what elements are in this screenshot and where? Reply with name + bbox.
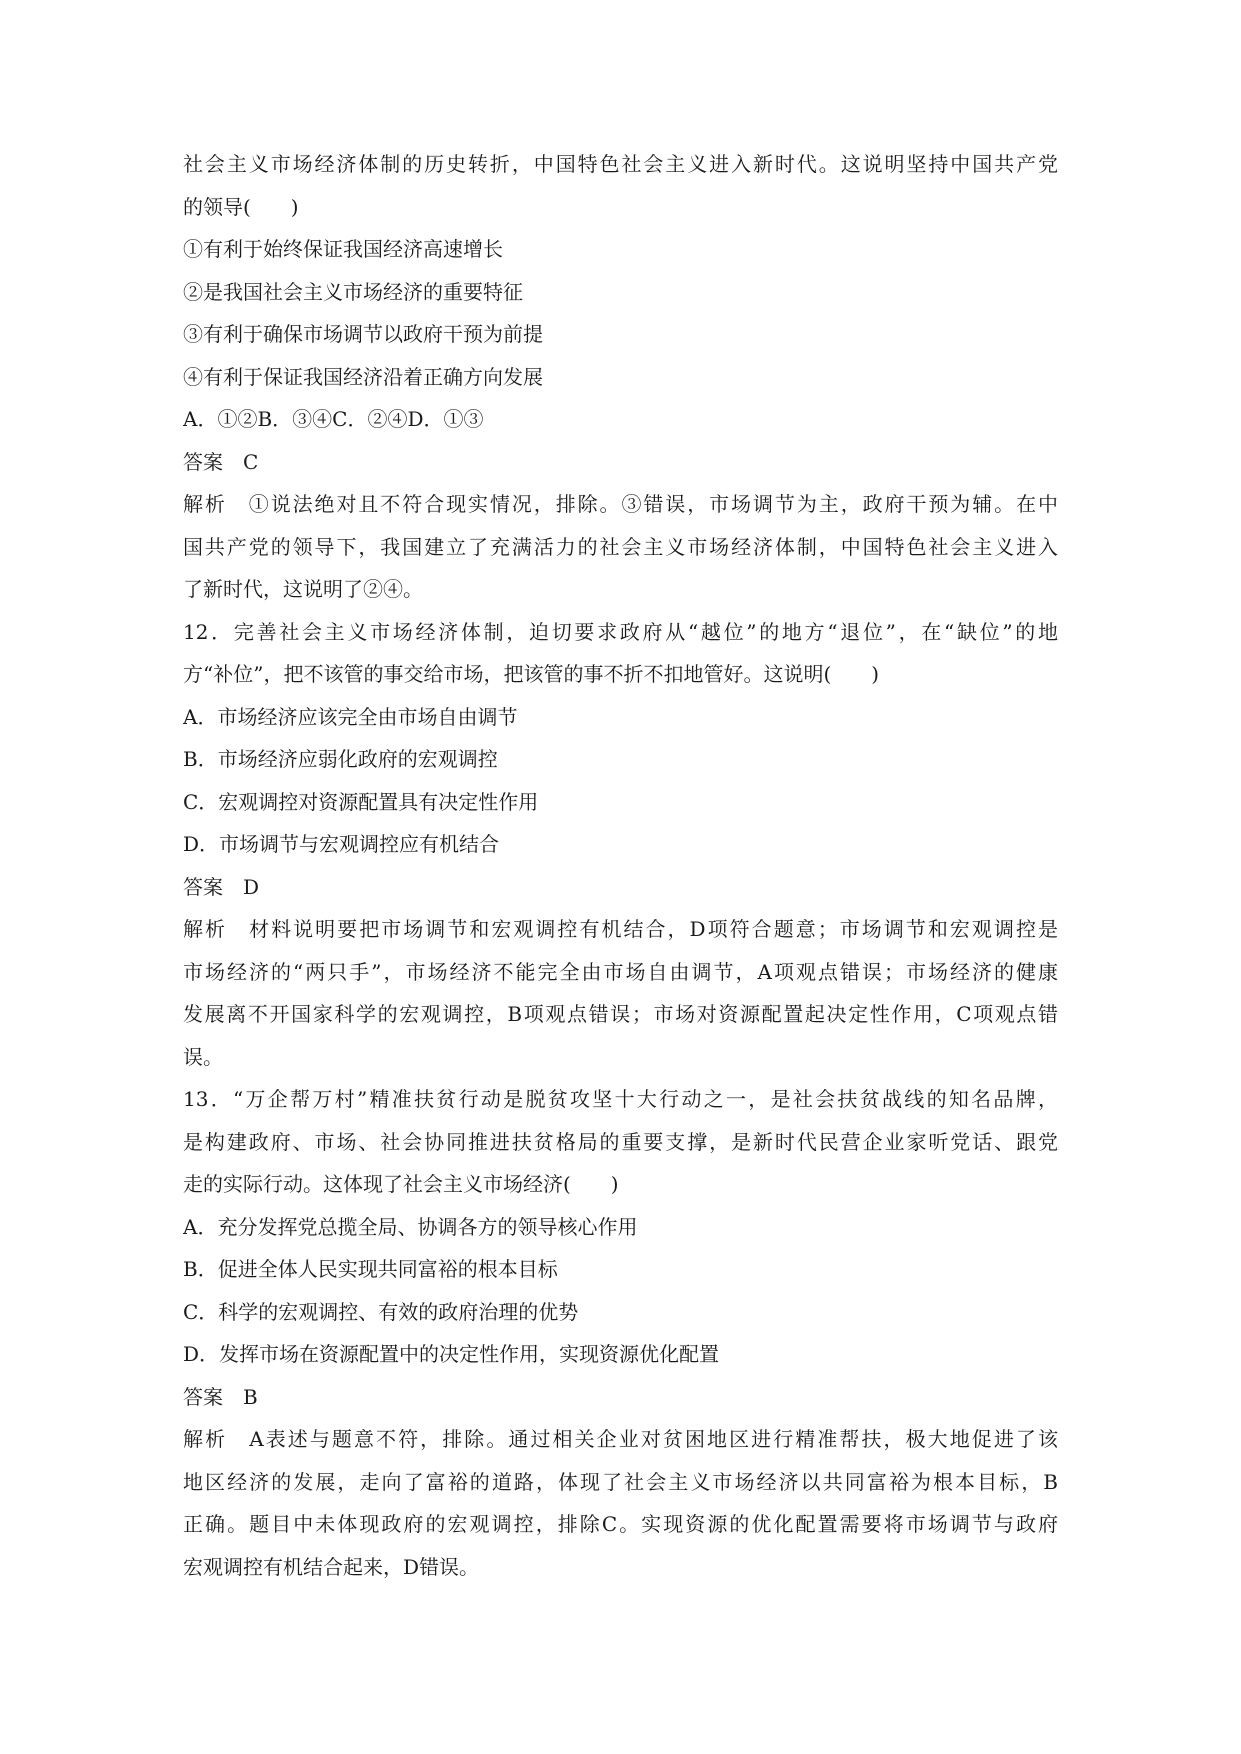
option-line: ③有利于确保市场调节以政府干预为前提 <box>183 322 543 346</box>
analysis-line: 正确。题目中未体现政府的宏观调控，排除C。实现资源的优化配置需要将市场调节与政府 <box>183 1512 1058 1536</box>
analysis-line: 地区经济的发展，走向了富裕的道路，体现了社会主义市场经济以共同富裕为根本目标，B <box>183 1469 1058 1494</box>
option-line: ②是我国社会主义市场经济的重要特征 <box>183 279 523 304</box>
choice-line: A．市场经济应该完全由市场自由调节 <box>183 704 518 729</box>
choice-line: A．①②B．③④C．②④D．①③ <box>183 407 484 431</box>
analysis-line: 解析 材料说明要把市场调节和宏观调控有机结合，D项符合题意；市场调节和宏观调控是 <box>183 917 1058 941</box>
question-line: 是构建政府、市场、社会协同推进扶贫格局的重要支撑，是新时代民营企业家听党话、跟党 <box>183 1129 1058 1154</box>
text-line: 社会主义市场经济体制的历史转折，中国特色社会主义进入新时代。这说明坚持中国共产党 <box>183 152 1058 176</box>
answer-line: 答案 D <box>183 874 260 899</box>
question-line: 13．“万企帮万村”精准扶贫行动是脱贫攻坚十大行动之一，是社会扶贫战线的知名品牌， <box>183 1087 1058 1111</box>
analysis-line: 误。 <box>183 1044 223 1069</box>
choice-line: C．宏观调控对资源配置具有决定性作用 <box>183 789 539 814</box>
document-body <box>183 143 1058 1588</box>
question-line: 方“补位”，把不该管的事交给市场，把该管的事不折不扣地管好。这说明( ) <box>183 662 880 686</box>
answer-line: 答案 B <box>183 1384 258 1409</box>
choice-line: C．科学的宏观调控、有效的政府治理的优势 <box>183 1299 579 1324</box>
question-line: 12．完善社会主义市场经济体制，迫切要求政府从“越位”的地方“退位”，在“缺位”的地 <box>183 619 1058 644</box>
analysis-line: 宏观调控有机结合起来，D错误。 <box>183 1554 480 1579</box>
choice-line: D．市场调节与宏观调控应有机结合 <box>183 832 500 856</box>
text-line: 的领导( ) <box>183 194 299 219</box>
analysis-line: 解析 A表述与题意不符，排除。通过相关企业对贫困地区进行精准帮扶，极大地促进了该 <box>183 1427 1058 1451</box>
choice-line: B．市场经济应弱化政府的宏观调控 <box>183 747 498 771</box>
choice-line: B．促进全体人民实现共同富裕的根本目标 <box>183 1257 558 1281</box>
analysis-line: 国共产党的领导下，我国建立了充满活力的社会主义市场经济体制，中国特色社会主义进入 <box>183 534 1058 559</box>
option-line: ④有利于保证我国经济沿着正确方向发展 <box>183 364 543 389</box>
option-line: ①有利于始终保证我国经济高速增长 <box>183 237 503 261</box>
analysis-line: 发展离不开国家科学的宏观调控，B项观点错误；市场对资源配置起决定性作用，C项观点错 <box>183 1002 1058 1026</box>
analysis-line: 市场经济的“两只手”，市场经济不能完全由市场自由调节，A项观点错误；市场经济的健康 <box>183 959 1058 984</box>
choice-line: D．发挥市场在资源配置中的决定性作用，实现资源优化配置 <box>183 1342 720 1366</box>
answer-line: 答案 C <box>183 449 259 474</box>
analysis-line: 解析 ①说法绝对且不符合现实情况，排除。③错误，市场调节为主，政府干预为辅。在中 <box>183 492 1058 516</box>
choice-line: A．充分发挥党总揽全局、协调各方的领导核心作用 <box>183 1214 638 1239</box>
analysis-line: 了新时代，这说明了②④。 <box>183 577 423 601</box>
question-line: 走的实际行动。这体现了社会主义市场经济( ) <box>183 1172 619 1196</box>
